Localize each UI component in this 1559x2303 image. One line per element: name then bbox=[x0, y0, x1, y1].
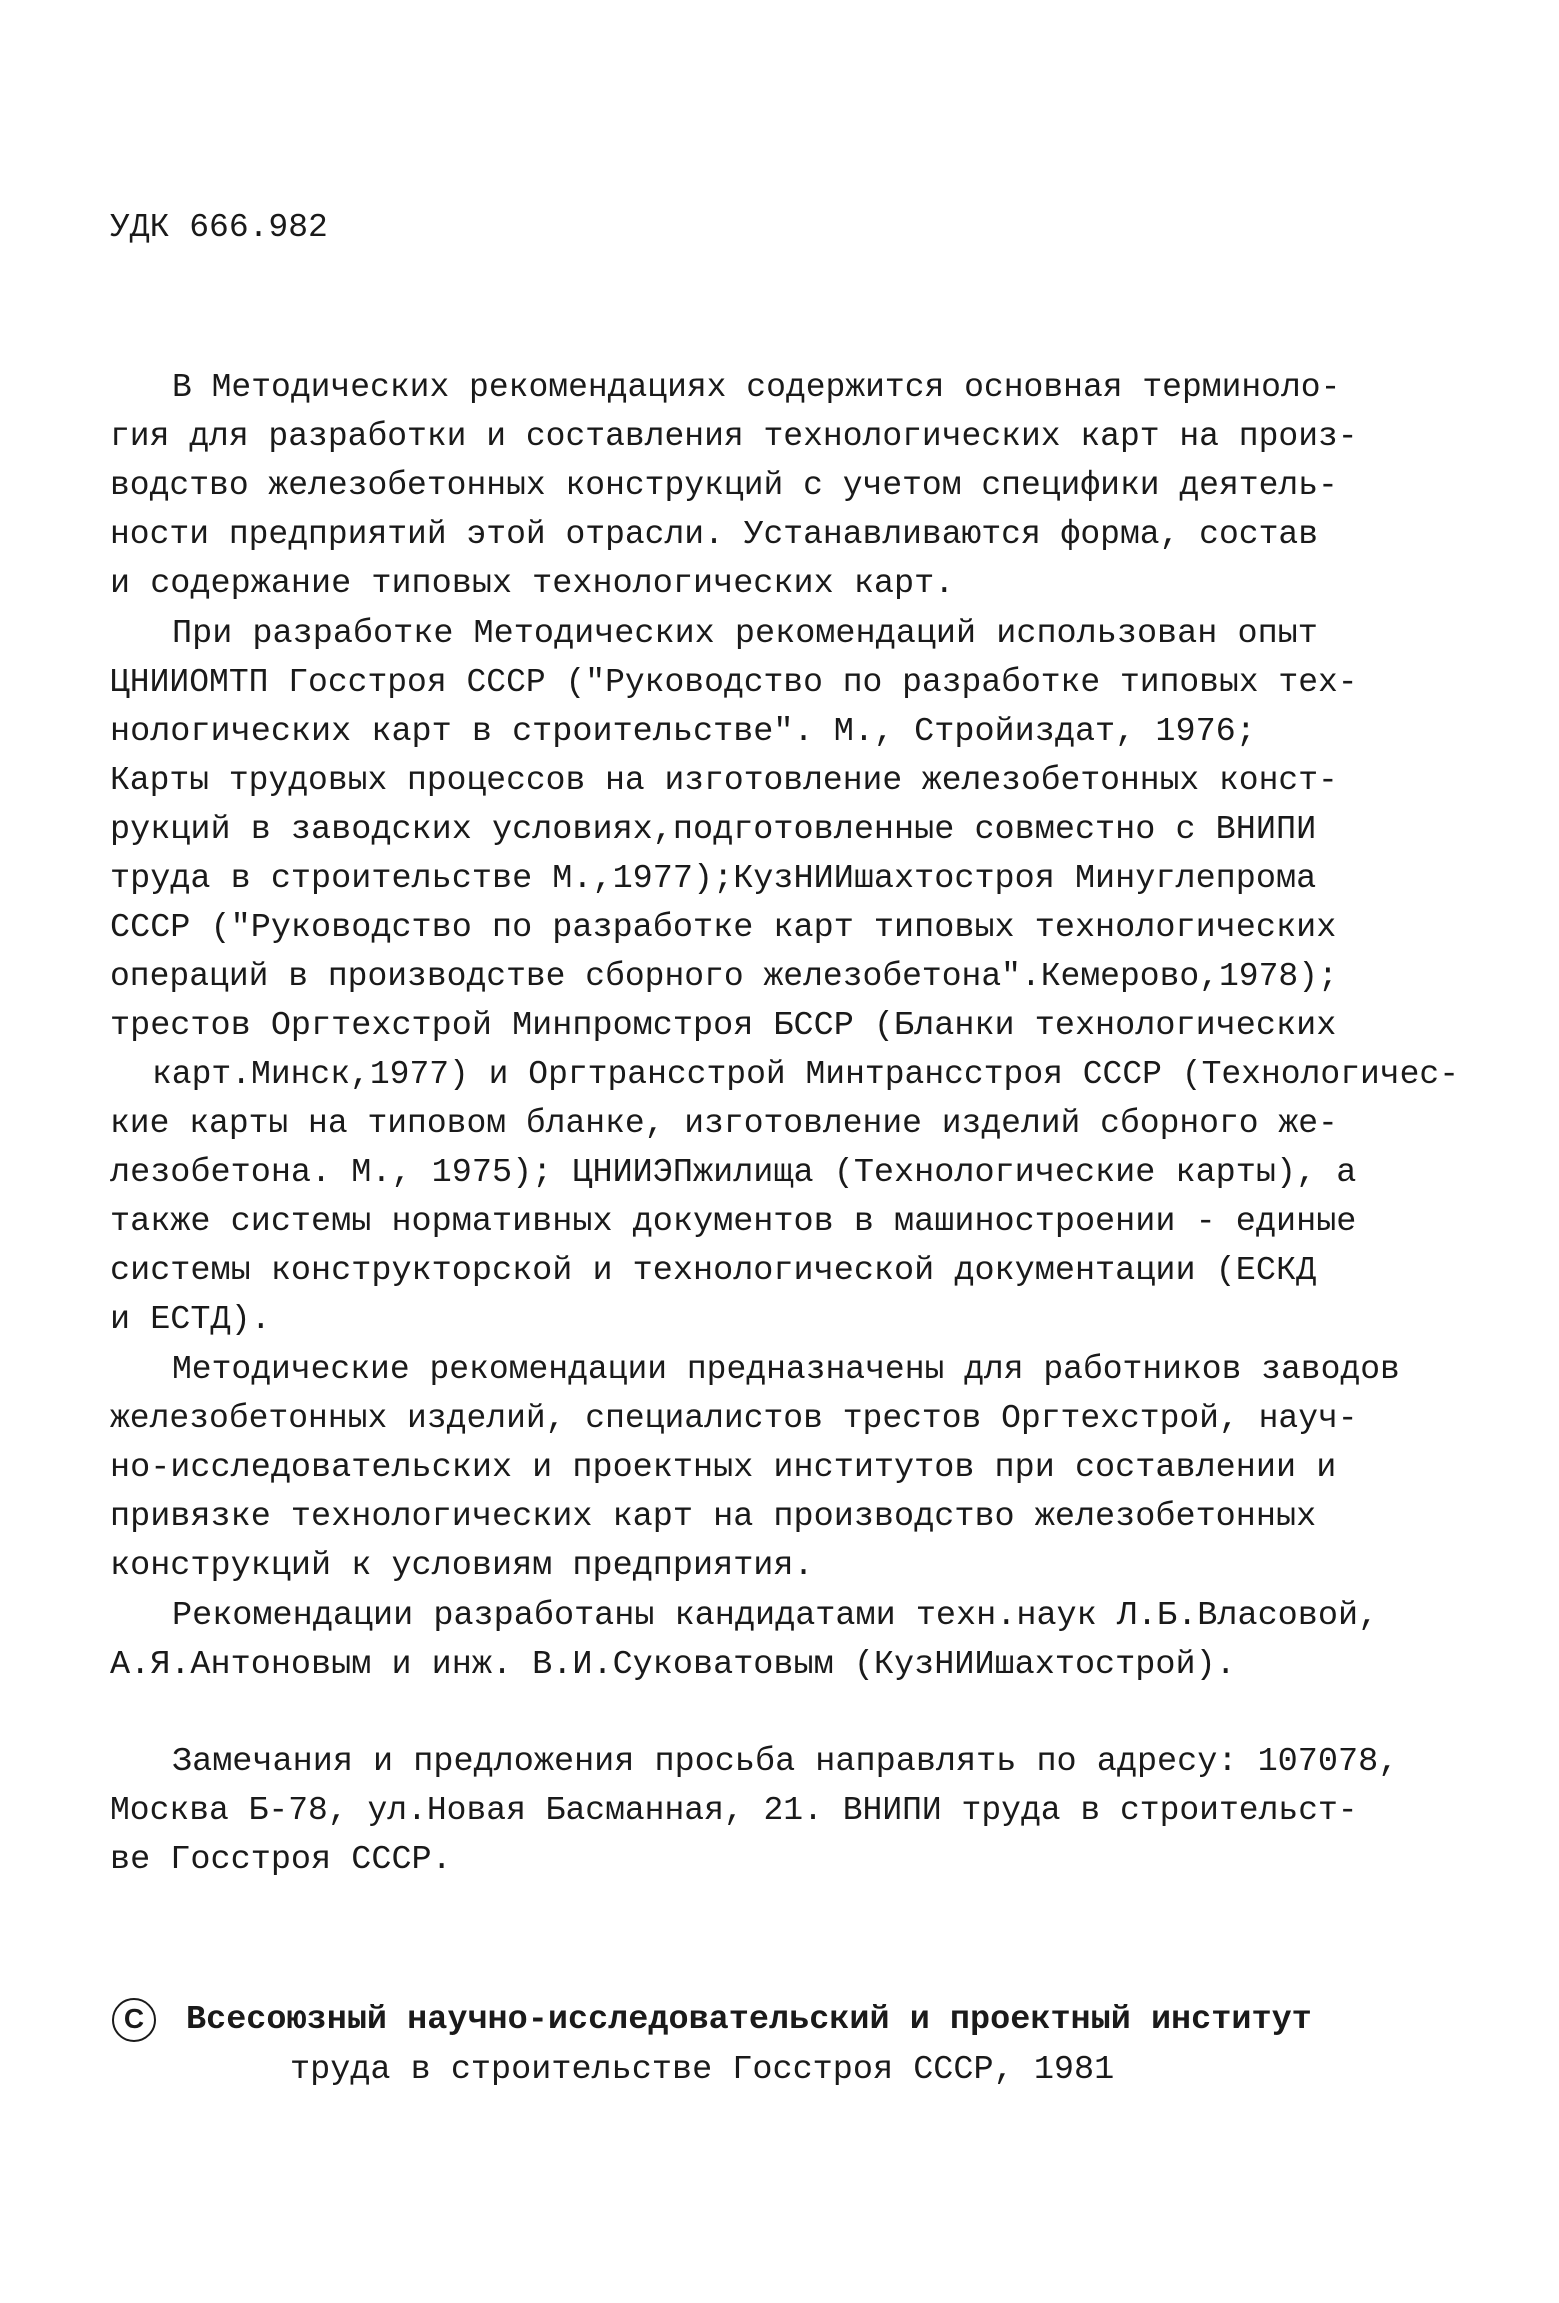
paragraph-line: Методические рекомендации предназначены для работников заводов bbox=[172, 1351, 1400, 1388]
paragraph-line: Москва Б-78, ул.Новая Басманная, 21. ВНИПИ труда в строительст- bbox=[110, 1792, 1358, 1829]
paragraph-line: операций в производстве сборного железобетона".Кемерово,1978); bbox=[110, 958, 1338, 995]
paragraph-line: трестов Оргтехстрой Минпромстроя БССР (Бланки технологических bbox=[110, 1007, 1337, 1045]
paragraph-line: ности предприятий этой отрасли. Устанавливаются форма, состав bbox=[110, 516, 1318, 553]
paragraph-line: ЦНИИОМТП Госстроя СССР ("Руководство по разработке типовых тех- bbox=[110, 664, 1358, 701]
paragraph-line: рукций в заводских условиях,подготовленные совместно с ВНИПИ bbox=[110, 811, 1317, 849]
paragraph-line: А.Я.Антоновым и инж. В.И.Суковатовым (КузНИИшахтострой). bbox=[110, 1646, 1236, 1684]
paragraph-line: кие карты на типовом бланке, изготовление изделий сборного же- bbox=[110, 1105, 1338, 1142]
paragraph-line: карт.Минск,1977) и Оргтрансстрой Минтрансстроя СССР (Технологичес- bbox=[152, 1056, 1460, 1093]
copyright-icon: C bbox=[112, 1998, 156, 2042]
paragraph-line: и ЕСТД). bbox=[110, 1301, 271, 1339]
paragraph-line: При разработке Методических рекомендаций использован опыт bbox=[172, 615, 1318, 653]
paragraph-line: системы конструкторской и технологической документации (ЕСКД bbox=[110, 1252, 1317, 1290]
paragraph-line: гия для разработки и составления технологических карт на произ- bbox=[110, 418, 1358, 455]
paragraph-line: и содержание типовых технологических карт. bbox=[110, 565, 955, 603]
paragraph-line: также системы нормативных документов в машиностроении - единые bbox=[110, 1203, 1357, 1241]
paragraph-line: ве Госстроя СССР. bbox=[110, 1841, 452, 1879]
paragraph-line: конструкций к условиям предприятия. bbox=[110, 1547, 814, 1585]
paragraph-line: лезобетона. М., 1975); ЦНИИЭПжилища (Технологические карты), а bbox=[110, 1154, 1357, 1192]
paragraph-line: водство железобетонных конструкций с учетом специфики деятель- bbox=[110, 467, 1338, 504]
copyright-line: Всесоюзный научно-исследовательский и проектный институт bbox=[186, 2001, 1312, 2039]
copyright-line: труда в строительстве Госстроя СССР, 1981 bbox=[290, 2051, 1115, 2089]
paragraph-line: труда в строительстве М.,1977);КузНИИшахтостроя Минуглепрома bbox=[110, 860, 1317, 898]
paragraph-line: В Методических рекомендациях содержится основная терминоло- bbox=[172, 369, 1341, 406]
paragraph-line: Рекомендации разработаны кандидатами техн.наук Л.Б.Власовой, bbox=[172, 1597, 1379, 1635]
paragraph-line: железобетонных изделий, специалистов трестов Оргтехстрой, науч- bbox=[110, 1400, 1358, 1437]
paragraph-line: СССР ("Руководство по разработке карт типовых технологических bbox=[110, 909, 1337, 947]
udk-code: УДК 666.982 bbox=[110, 209, 328, 246]
paragraph-line: Замечания и предложения просьба направлять по адресу: 107078, bbox=[172, 1743, 1399, 1781]
paragraph-line: Карты трудовых процессов на изготовление железобетонных конст- bbox=[110, 762, 1338, 799]
paragraph-line: привязке технологических карт на производство железобетонных bbox=[110, 1498, 1317, 1536]
paragraph-line: но-исследовательских и проектных институтов при составлении и bbox=[110, 1449, 1337, 1487]
paragraph-line: нологических карт в строительстве". М., Стройиздат, 1976; bbox=[110, 713, 1256, 751]
